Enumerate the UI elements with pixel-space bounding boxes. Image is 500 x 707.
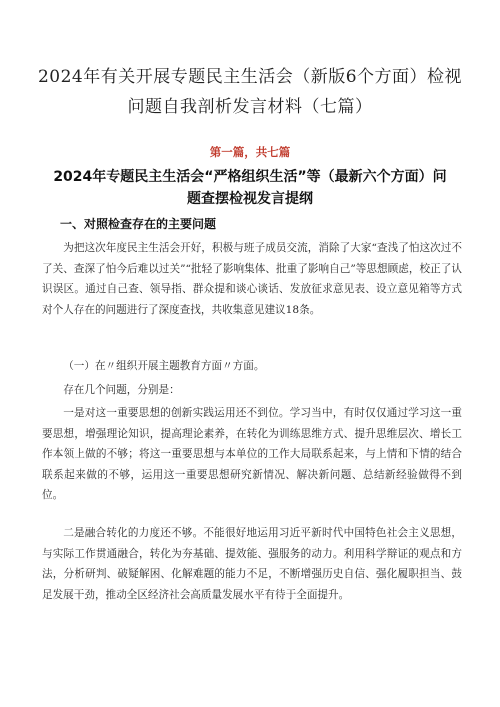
paragraph: 存在几个问题，分别是： [63, 384, 180, 396]
paragraph: 一是对这一重要思想的创新实践运用还不到位。学习当中，有时仅仅通过学习这一重要思想，增强理论知识，提高理论素养，在转化为训练思维方式、提升思维层次、增长工作本领上做的不够；将这一重要思想与本单位的工作大局联系起来，与上情和下情的结合联系起来做的不够，运用这一重要思想研究新情况、解决新问题、总结新经验做得不到位。 [42, 407, 462, 501]
section-heading: 一、对照检查存在的主要问题 [60, 217, 217, 231]
part-label: 第一篇，共七篇 [209, 145, 291, 159]
section-subtitle: 2024年专题民主生活会“严格组织生活”等（最新六个方面）问题查摆检视发言提纲 [53, 169, 447, 207]
paragraph: 为把这次年度民主生活会开好，积极与班子成员交流，消除了大家“查浅了怕这次过不了关、查深了怕今后难以过关”“批轻了影响集体、批重了影响自己”等思想顾虑，校正了认识误区。通过自己查、领导指、群众提和谈心谈话、发放征求意见表、设立意见箱等方式对个人存在的问题进行了深度查找，共收集意见建议18条。 [42, 242, 462, 316]
document-title: 2024年有关开展专题民主生活会（新版6个方面）检视问题自我剖析发言材料（七篇） [37, 67, 463, 117]
paragraph: （一）在〃组织开展主题教育方面〃方面。 [63, 360, 265, 372]
paragraph: 二是融合转化的力度还不够。不能很好地运用习近平新时代中国特色社会主义思想，与实际工作贯通融合，转化为夯基础、提效能、强服务的动力。利用科学辩证的观点和方法，分析研判、破疑解困、化解难题的能力不足，不断增强历史自信、强化履职担当、鼓足发展干劲，推动全区经济社会高质量发展水平有待于全面提升。 [42, 527, 462, 601]
